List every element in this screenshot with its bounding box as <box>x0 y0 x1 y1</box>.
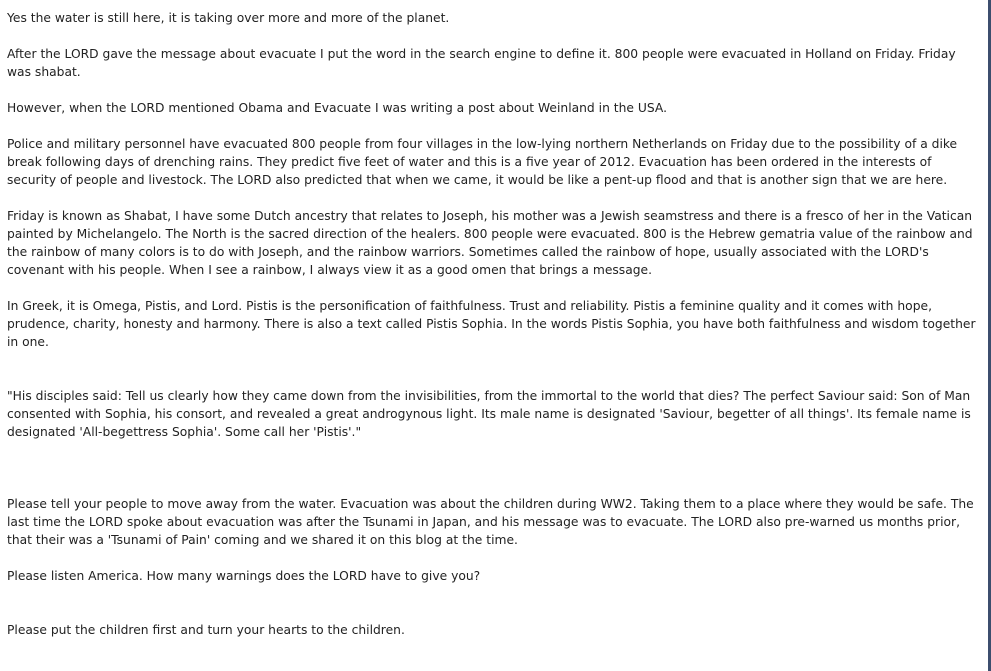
paragraph-spacer <box>7 81 977 99</box>
paragraph-spacer <box>7 441 977 495</box>
post-paragraph: Yes the water is still here, it is taking over more and more of the planet. <box>7 11 450 25</box>
post-quote: "His disciples said: Tell us clearly how they came down from the invisibilities, from the immortal to the world that dies? The perfect Saviour said: Son of Man consented with Sophia, his consort, and revealed a great androgynous light. Its male name is designated 'Saviour, begetter of all things'. Its female name is designated 'All-begettress Sophia'. Some call her 'Pistis'." <box>7 389 971 439</box>
paragraph-spacer <box>7 27 977 45</box>
post-paragraph: Please tell your people to move away from the water. Evacuation was about the children during WW2. Taking them to a place where they would be safe. The last time the LORD spoke about evacuation was after the Tsunami in Japan, and his message was to evacuate. The LORD also pre-warned us months prior, that their was a 'Tsunami of Pain' coming and we shared it on this blog at the time. <box>7 497 974 547</box>
paragraph-spacer <box>7 351 977 387</box>
post-body <box>7 9 977 639</box>
post-paragraph: In Greek, it is Omega, Pistis, and Lord. Pistis is the personification of faithfulness. Trust and reliability. Pistis a feminine quality and it comes with hope, prudence, charity, honesty and harmony. There is also a text called Pistis Sophia. In the words Pistis Sophia, you have both faithfulness and wisdom together in one. <box>7 299 976 349</box>
paragraph-spacer <box>7 279 977 297</box>
post-paragraph: Please put the children first and turn your hearts to the children. <box>7 623 405 637</box>
post-paragraph: Friday is known as Shabat, I have some Dutch ancestry that relates to Joseph, his mother was a Jewish seamstress and there is a fresco of her in the Vatican painted by Michelangelo. The North is the sacred direction of the healers. 800 people were evacuated. 800 is the Hebrew gematria value of the rainbow and the rainbow of many colors is to do with Joseph, and the rainbow warriors. Sometimes called the rainbow of hope, usually associated with the LORD's covenant with his people. When I see a rainbow, I always view it as a good omen that brings a message. <box>7 209 973 277</box>
paragraph-spacer <box>7 117 977 135</box>
post-paragraph: However, when the LORD mentioned Obama and Evacuate I was writing a post about Weinland in the USA. <box>7 101 667 115</box>
paragraph-spacer <box>7 189 977 207</box>
post-paragraph: Please listen America. How many warnings does the LORD have to give you? <box>7 569 481 583</box>
paragraph-spacer <box>7 585 977 621</box>
post-paragraph: After the LORD gave the message about evacuate I put the word in the search engine to define it. 800 people were evacuated in Holland on Friday. Friday was shabat. <box>7 47 956 79</box>
paragraph-spacer <box>7 549 977 567</box>
post-paragraph: Police and military personnel have evacuated 800 people from four villages in the low-lying northern Netherlands on Friday due to the possibility of a dike break following days of drenching rains. They predict five feet of water and this is a five year of 2012. Evacuation has been ordered in the interests of security of people and livestock. The LORD also predicted that when we came, it would be like a pent-up flood and that is another sign that we are here. <box>7 137 958 187</box>
